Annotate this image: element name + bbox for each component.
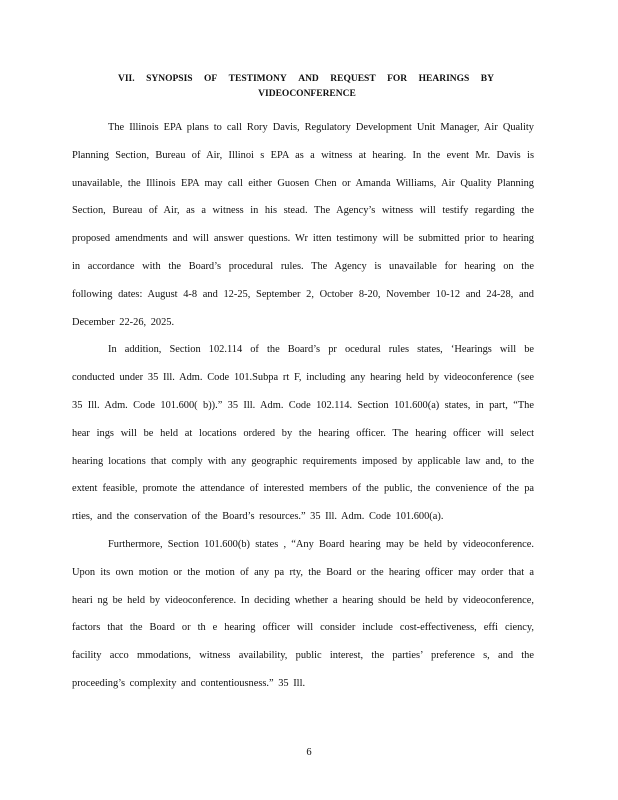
heading-word: BY (480, 74, 494, 84)
heading-word: HEARINGS (418, 74, 470, 84)
heading-word: OF (204, 74, 218, 84)
paragraph-witness: The Illinois EPA plans to call Rory Davis, Regulatory Development Unit Manager, Air Quality Planning Section, Bureau of Air, Illinoi s EPA as a witness at hearing. In the event Mr. Davis is unavailable, the Illinois EPA may call either Guosen Chen or Amanda Williams, Air Quality Planning Section, Bureau of Air, as a witness in his stead. The Agency’s witness will testify regarding the proposed amendments and will answer questions. Wr itten testimony will be submitted prior to hearing in accordance with the Board’s procedural rules. The Agency is unavailable for hearing on the following dates: August 4-8 and 12-25, September 2, October 8-20, November 10-12 and 24-28, and December 22-26, 2025. (72, 122, 534, 328)
paragraph-videoconference: Furthermore, Section 101.600(b) states , “Any Board hearing may be held by videoconference. Upon its own motion or the motion of any pa rty, the Board or the hearing officer may order that a heari ng be held by videoconference. In deciding whether a hearing should be held by videoconference, factors that the Board or th e hearing officer will consider include cost-effectiveness, effi ciency, facility acco mmodations, witness availability, public interest, the parties’ preference s, and the proceeding’s complexity and contentiousness.” 35 Ill. (72, 538, 534, 689)
paragraph-hearing-rules: In addition, Section 102.114 of the Board’s pr ocedural rules states, ‘Hearings will be conducted under 35 Ill. Adm. Code 101.Subpa rt F, including any hearing held by videoconference (see 35 Ill. Adm. Code 101.600( b)).” 35 Ill. Adm. Code 102.114. Section 101.600(a) states, in part, “The hear ings will be held at locations ordered by the hearing officer. The hearing officer will select hearing locations that comply with any geographic requirements imposed by applicable law and, to the extent feasible, promote the attendance of interested members of the public, the convenience of the pa rties, and the conservation of the Board’s resources.” 35 Ill. Adm. Code 101.600(a). (72, 344, 534, 523)
body-text (72, 114, 534, 698)
section-heading-line-1 (72, 72, 542, 87)
section-heading (72, 72, 542, 102)
heading-word: REQUEST (330, 74, 376, 84)
section-heading-line-2: VIDEOCONFERENCE (258, 89, 356, 99)
heading-word: AND (298, 74, 319, 84)
heading-word: FOR (387, 74, 408, 84)
heading-word: VII. (118, 74, 135, 84)
heading-word: SYNOPSIS (146, 74, 193, 84)
heading-word: TESTIMONY (228, 74, 287, 84)
page-number: 6 (306, 747, 312, 758)
